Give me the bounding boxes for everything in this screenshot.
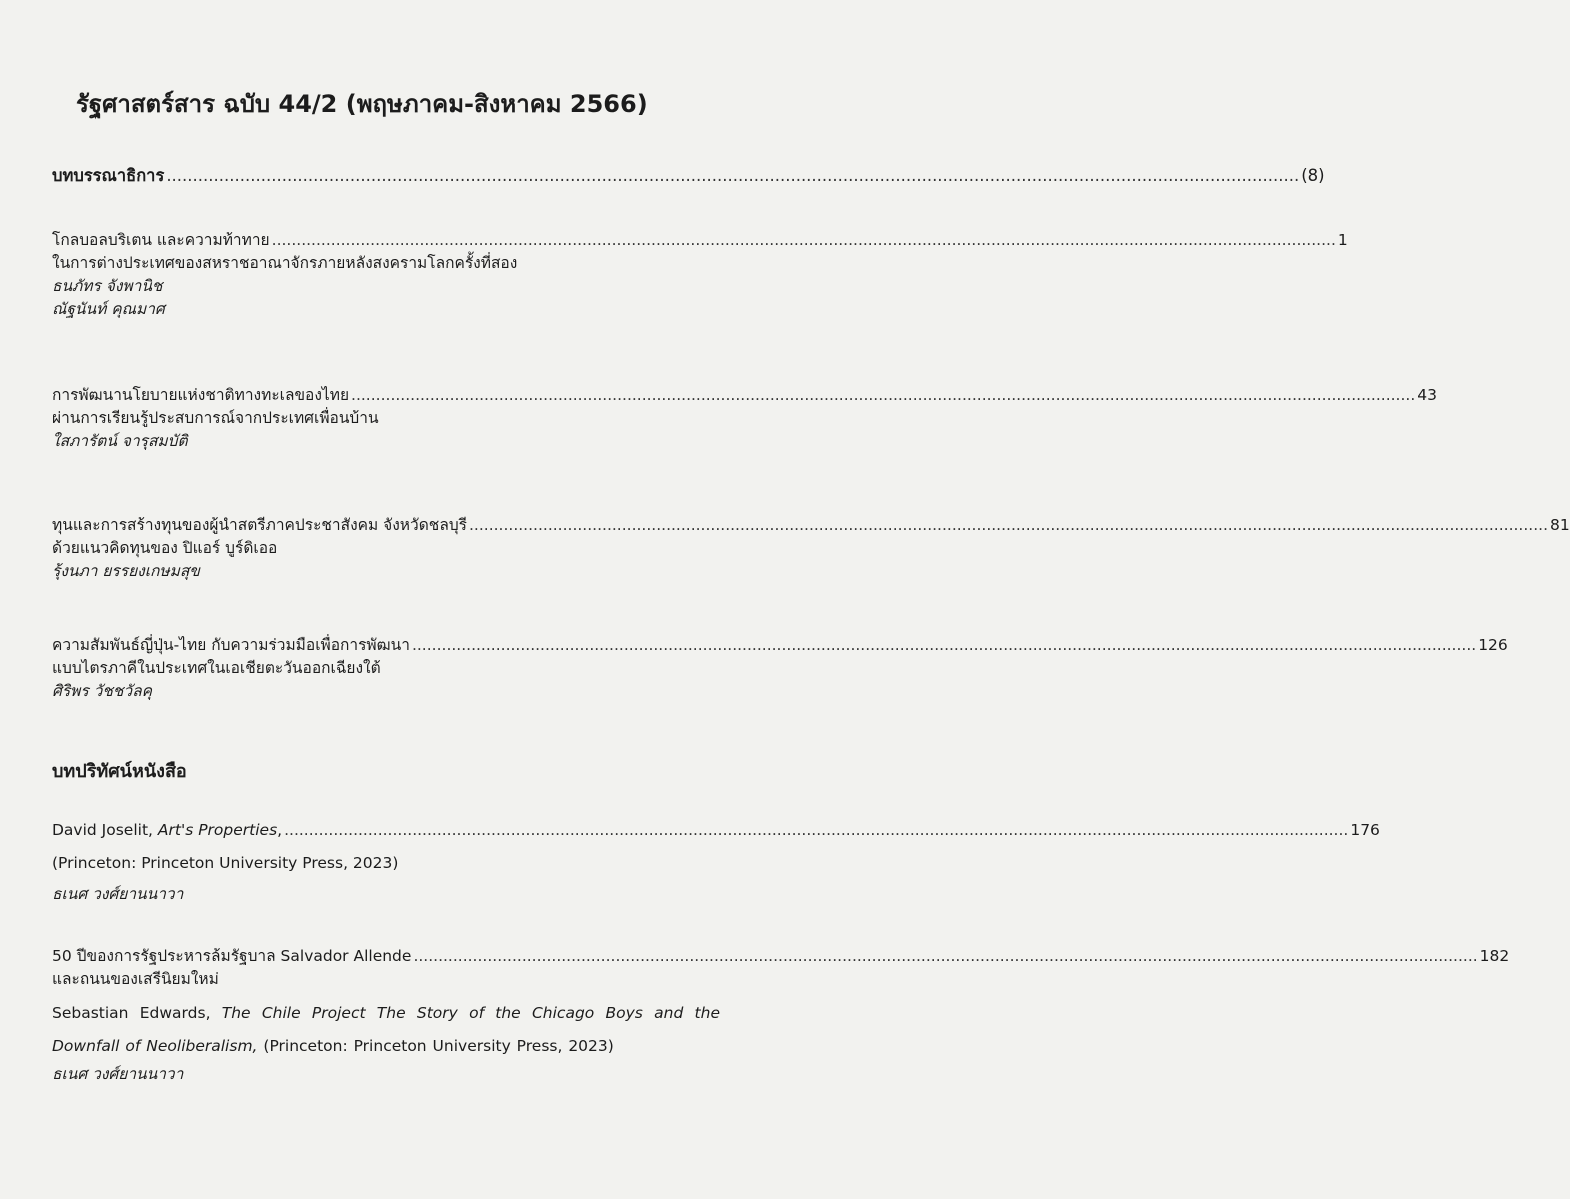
leader-dots	[412, 634, 1476, 657]
article-title: โกลบอลบริเตน และความท้าทาย	[52, 231, 270, 249]
reviews-heading: บทปริทัศน์หนังสือ	[52, 761, 187, 782]
article-entry	[52, 634, 1508, 703]
article-entry	[52, 514, 1570, 583]
article-entry	[52, 384, 1437, 453]
article-page: 81	[1550, 516, 1570, 534]
review-entry	[52, 819, 1380, 906]
article-author: ณัฐนันท์ คุณมาศ	[52, 300, 165, 318]
review-publication: (Princeton: Princeton University Press, 2023)	[52, 854, 399, 872]
article-page: 1	[1337, 231, 1348, 249]
article-entry	[52, 229, 1348, 321]
article-subtitle: ในการต่างประเทศของสหราชอาณาจักรภายหลังสงครามโลกครั้งที่สอง	[52, 254, 518, 272]
leader-dots	[166, 164, 1299, 187]
citation-book-title: The Chile Project The Story of the Chicago Boys and the Downfall of Neoliberalism,	[52, 1004, 720, 1055]
leader-dots: ... .....	[469, 514, 1548, 537]
article-subtitle: แบบไตรภาคีในประเทศในเอเชียตะวันออกเฉียงใต้	[52, 659, 381, 677]
review-title-book: Art's Properties	[157, 821, 278, 839]
article-title: การพัฒนานโยบายแห่งชาติทางทะเลของไทย	[52, 386, 350, 404]
leader-dots	[272, 229, 1336, 252]
leader-dots	[284, 819, 1348, 842]
article-page: 126	[1478, 636, 1508, 654]
review-page: 182	[1479, 947, 1510, 965]
article-subtitle: ผ่านการเรียนรู้ประสบการณ์จากประเทศเพื่อนบ้าน	[52, 409, 379, 427]
editorial-label: บทบรรณาธิการ	[52, 166, 165, 185]
article-title: ความสัมพันธ์ญี่ปุ่น-ไทย กับความร่วมมือเพื่อการพัฒนา	[52, 636, 410, 654]
review-citation	[52, 997, 720, 1063]
article-author: รุ้งนภา ยรรยงเกษมสุข	[52, 562, 200, 580]
review-title-punct: ,	[277, 821, 283, 839]
review-title: 50 ปีของการรัฐประหารล้มรัฐบาล Salvador Allende	[52, 947, 412, 965]
review-title-author: David Joselit,	[52, 821, 158, 839]
review-entry	[52, 945, 1510, 1086]
article-author: ใสภารัตน์ จารุสมบัติ	[52, 432, 188, 450]
editorial-page: (8)	[1301, 166, 1325, 185]
article-page: 43	[1417, 386, 1437, 404]
leader-dots	[413, 945, 1477, 968]
editorial-entry	[52, 164, 1325, 187]
citation-author: Sebastian Edwards,	[52, 1004, 222, 1022]
article-author: ศิริพร วัชชวัลคุ	[52, 682, 152, 700]
review-page: 176	[1350, 821, 1380, 839]
review-author: ธเนศ วงศ์ยานนาวา	[52, 1065, 184, 1083]
article-author: ธนภัทร จังพานิช	[52, 277, 163, 295]
citation-publication: (Princeton: Princeton University Press, 2023)	[257, 1037, 614, 1055]
leader-dots	[351, 384, 1415, 407]
journal-title: รัฐศาสตร์สาร ฉบับ 44/2 (พฤษภาคม-สิงหาคม 2566)	[76, 90, 648, 118]
review-subtitle: และถนนของเสรีนิยมใหม่	[52, 970, 219, 988]
review-author: ธเนศ วงศ์ยานนาวา	[52, 885, 184, 903]
article-title: ทุนและการสร้างทุนของผู้นำสตรีภาคประชาสังคม จังหวัดชลบุรี	[52, 516, 467, 534]
review-title	[52, 819, 282, 842]
article-subtitle: ด้วยแนวคิดทุนของ ปิแอร์ บูร์ดิเออ	[52, 539, 278, 557]
